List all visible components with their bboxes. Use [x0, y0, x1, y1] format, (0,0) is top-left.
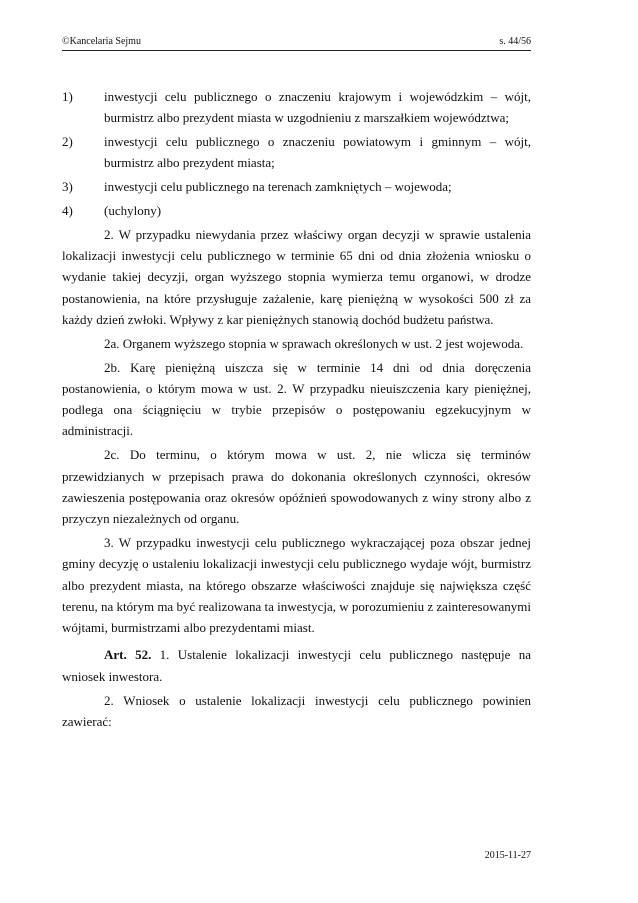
- paragraph-2c: 2c. Do terminu, o którym mowa w ust. 2, nie wlicza się terminów przewidzianych w przepisach prawa do dokonania określonych czynności, okresów zawieszenia postępowania oraz okresów opóźnień spowodowanych z winy strony albo z przyczyn niezależnych od organu.: [62, 447, 531, 527]
- paragraph-2b: 2b. Karę pieniężną uiszcza się w terminie 14 dni od dnia doręczenia postanowienia, o którym mowa w ust. 2. W przypadku nieuiszczenia kary pieniężnej, podlega ona ściągnięciu w trybie przepisów o postępowaniu egzekucyjnym w administracji.: [62, 359, 531, 439]
- list-item-number: 1): [62, 89, 73, 104]
- header-publisher: ©Kancelaria Sejmu: [62, 36, 141, 47]
- list-item-1: [62, 86, 531, 129]
- document-body: [62, 86, 531, 735]
- page-header: [62, 36, 531, 51]
- list-item-number: 4): [62, 202, 73, 218]
- list-item-text: inwestycji celu publicznego na terenach zamkniętych – wojewoda;: [104, 179, 452, 195]
- list-item-text: inwestycji celu publicznego o znaczeniu powiatowym i gminnym – wójt, burmistrz albo prezydent miasta;: [104, 134, 531, 171]
- paragraph-2: 2. W przypadku niewydania przez właściwy organ decyzji w sprawie ustalenia lokalizacji inwestycji celu publicznego w terminie 65 dni od dnia złożenia wniosku o wydanie takiej decyzji, organ wyższego stopnia wymierza temu organowi, w drodze postanowienia, na które przysługuje zażalenie, karę pieniężną w wysokości 500 zł za każdy dzień zwłoki. Wpływy z kar pieniężnych stanowią dochód budżetu państwa.: [62, 226, 531, 327]
- paragraph-2a: 2a. Organem wyższego stopnia w sprawach określonych w ust. 2 jest wojewoda.: [104, 335, 524, 351]
- paragraph-3: 3. W przypadku inwestycji celu publicznego wykraczającej poza obszar jednej gminy decyzję o ustaleniu lokalizacji inwestycji celu publicznego wydaje wójt, burmistrz albo prezydent miasta, na którego obszarze właściwości znajduje się największa część terenu, na którym ma być realizowana ta inwestycja, w porozumieniu z zainteresowanymi wójtami, burmistrzami albo prezydentami miast.: [62, 534, 531, 636]
- list-item-3: [62, 176, 531, 197]
- list-item-text: (uchylony): [104, 202, 162, 218]
- header-page-number: s. 44/56: [499, 36, 531, 47]
- list-item-number: 2): [62, 134, 73, 150]
- list-item-4: [62, 200, 531, 221]
- article-52-paragraph-2: 2. Wniosek o ustalenie lokalizacji inwestycji celu publicznego powinien zawierać:: [62, 692, 531, 729]
- list-item-text: inwestycji celu publicznego o znaczeniu krajowym i wojewódzkim – wójt, burmistrz albo prezydent miasta w uzgodnieniu z marszałkiem województwa;: [104, 89, 531, 126]
- article-paragraph-1-text: 1. Ustalenie lokalizacji inwestycji celu publicznego następuje na wniosek inwestora.: [62, 647, 531, 684]
- list-item-number: 3): [62, 179, 73, 195]
- article-52-paragraph-1: [62, 644, 531, 687]
- article-heading: Art. 52.: [104, 647, 152, 663]
- footer-date: 2015-11-27: [484, 850, 531, 861]
- list-item-2: [62, 131, 531, 174]
